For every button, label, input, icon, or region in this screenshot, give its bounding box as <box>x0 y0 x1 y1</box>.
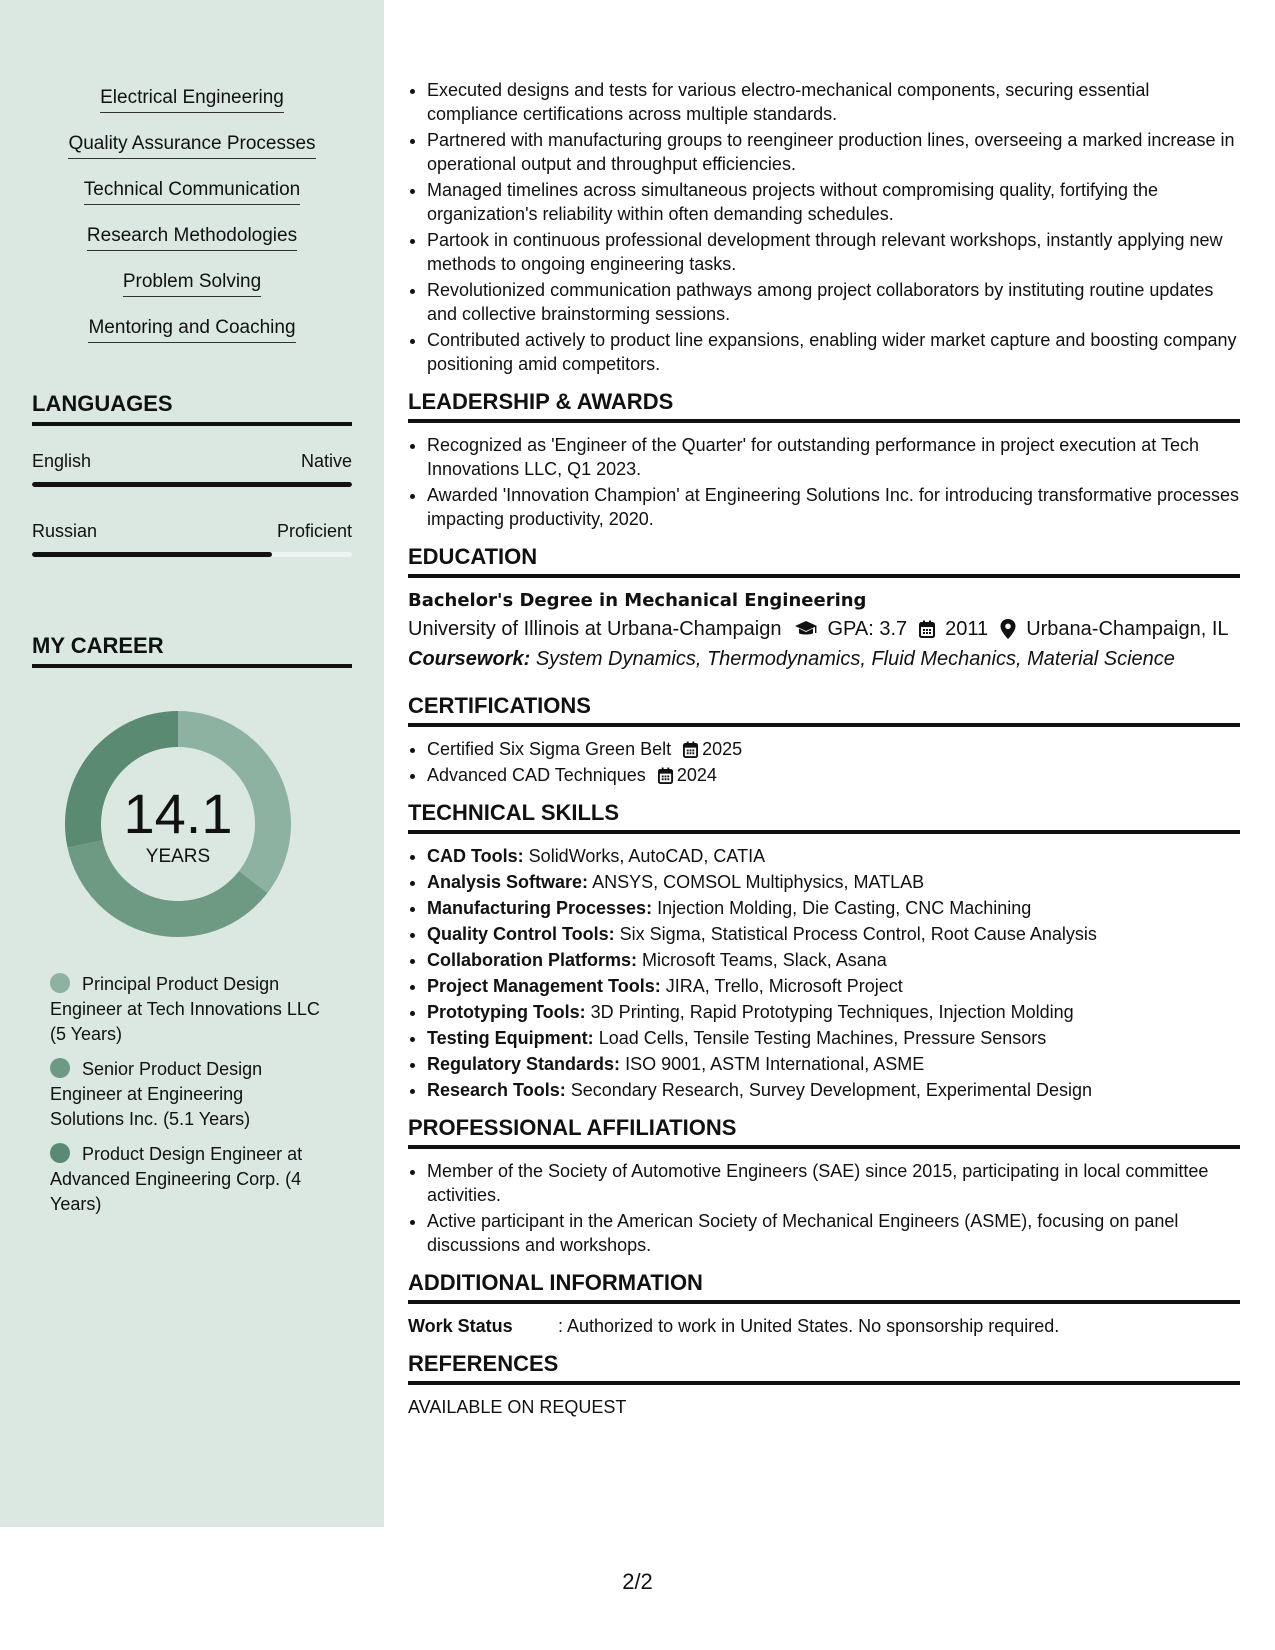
skill-category: Quality Control Tools: <box>427 924 615 944</box>
education-location: Urbana-Champaign, IL <box>1026 618 1229 640</box>
affiliation-item: • Active participant in the American Society of Mechanical Engineers (ASME), focusing on panel discussions and workshops. <box>427 1209 1240 1257</box>
technical-skills-heading: TECHNICAL SKILLS <box>408 799 1240 834</box>
work-status-value: : Authorized to work in United States. No sponsorship required. <box>558 1316 1060 1336</box>
technical-skill-item <box>427 948 1240 972</box>
education-year: 2011 <box>945 618 989 640</box>
education-degree: Bachelor's Degree in Mechanical Engineering <box>408 590 867 611</box>
technical-skill-item <box>427 896 1240 920</box>
skill-category: Research Tools: <box>427 1080 566 1100</box>
certifications-list <box>408 737 1240 787</box>
career-role <box>50 1057 320 1132</box>
technical-skill-item <box>427 1052 1240 1076</box>
language-row <box>32 520 352 542</box>
certification-name: • Advanced CAD Techniques <box>427 765 646 785</box>
skill-item: Problem Solving <box>123 270 261 297</box>
coursework-label: Coursework: <box>408 648 531 670</box>
language-name: Russian <box>32 521 98 541</box>
role-color-dot <box>50 1058 70 1078</box>
skill-values: 3D Printing, Rapid Prototyping Techniques, Injection Molding <box>590 1002 1074 1022</box>
technical-skill-item <box>427 1000 1240 1024</box>
affiliations-heading: PROFESSIONAL AFFILIATIONS <box>408 1114 1240 1149</box>
education-school: University of Illinois at Urbana-Champaign <box>408 618 782 640</box>
role-color-dot <box>50 1143 70 1163</box>
skill-category: Analysis Software: <box>427 872 589 892</box>
technical-skill-item <box>427 974 1240 998</box>
career-heading: MY CAREER <box>32 632 352 668</box>
technical-skill-item <box>427 870 1240 894</box>
skill-category: Regulatory Standards: <box>427 1054 621 1074</box>
references-value: AVAILABLE ON REQUEST <box>408 1397 627 1417</box>
skill-category: Project Management Tools: <box>427 976 661 996</box>
calendar-icon <box>658 767 673 784</box>
language-level-fill <box>32 552 272 557</box>
role-label: Product Design Engineer at Advanced Engineering Corp. (4 Years) <box>50 1144 303 1214</box>
leadership-heading: LEADERSHIP & AWARDS <box>408 388 1240 423</box>
education-gpa: GPA: 3.7 <box>827 618 908 640</box>
technical-skill-item <box>427 922 1240 946</box>
certification-item <box>427 737 1240 761</box>
language-level: Proficient <box>276 521 352 541</box>
skill-values: JIRA, Trello, Microsoft Project <box>665 976 903 996</box>
skill-values: Six Sigma, Statistical Process Control, Root Cause Analysis <box>619 924 1097 944</box>
role-label: Senior Product Design Engineer at Engineering Solutions Inc. (5.1 Years) <box>50 1059 263 1129</box>
skill-item: Mentoring and Coaching <box>88 316 295 343</box>
main-content <box>408 78 1240 1419</box>
certification-name: • Certified Six Sigma Green Belt <box>427 739 672 759</box>
language-level-bar <box>32 552 352 557</box>
calendar-icon <box>919 620 935 638</box>
career-summary <box>62 708 294 940</box>
language-level-bar <box>32 482 352 487</box>
education-heading: EDUCATION <box>408 543 1240 578</box>
experience-bullet: • Managed timelines across simultaneous projects without compromising quality, fortifying the organization's reliability within often demanding schedules. <box>427 178 1240 226</box>
career-role <box>50 972 320 1047</box>
leadership-list <box>408 433 1240 531</box>
technical-skill-item <box>427 1026 1240 1050</box>
leadership-item: • Recognized as 'Engineer of the Quarter' for outstanding performance in project execution at Tech Innovations LLC, Q1 2023. <box>427 433 1240 481</box>
work-status-row <box>408 1314 1240 1338</box>
skill-item: Technical Communication <box>84 178 301 205</box>
skill-values: ANSYS, COMSOL Multiphysics, MATLAB <box>592 872 925 892</box>
language-name: English <box>32 451 92 471</box>
skill-item: Research Methodologies <box>87 224 297 251</box>
location-pin-icon <box>1000 619 1016 639</box>
experience-bullet: • Contributed actively to product line expansions, enabling wider market capture and boosting company positioning amid competitors. <box>427 328 1240 376</box>
skill-category: Manufacturing Processes: <box>427 898 653 918</box>
career-total-years: 14.1 <box>123 782 233 845</box>
skill-values: Secondary Research, Survey Development, Experimental Design <box>570 1080 1092 1100</box>
graduation-cap-icon <box>794 620 818 638</box>
technical-skill-item <box>427 844 1240 868</box>
certifications-heading: CERTIFICATIONS <box>408 692 1240 727</box>
role-label: Principal Product Design Engineer at Tech Innovations LLC (5 Years) <box>50 974 320 1044</box>
sidebar <box>0 0 384 1527</box>
certification-item <box>427 763 1240 787</box>
experience-bullet: • Partook in continuous professional development through relevant workshops, instantly applying new methods to ongoing engineering tasks. <box>427 228 1240 276</box>
skill-values: Microsoft Teams, Slack, Asana <box>642 950 887 970</box>
affiliations-list <box>408 1159 1240 1257</box>
language-level: Native <box>300 451 352 471</box>
technical-skills-list <box>408 844 1240 1102</box>
role-color-dot <box>50 973 70 993</box>
leadership-item: • Awarded 'Innovation Champion' at Engineering Solutions Inc. for introducing transformative processes impacting productivity, 2020. <box>427 483 1240 531</box>
skill-category: Prototyping Tools: <box>427 1002 586 1022</box>
career-years-label: YEARS <box>145 846 211 867</box>
experience-bullets <box>408 78 1240 376</box>
education-coursework <box>408 644 1240 674</box>
skill-values: Injection Molding, Die Casting, CNC Machining <box>657 898 1032 918</box>
skill-values: SolidWorks, AutoCAD, CATIA <box>528 846 766 866</box>
skill-item: Quality Assurance Processes <box>68 132 315 159</box>
skill-item: Electrical Engineering <box>100 86 284 113</box>
page-number: 2/2 <box>622 1569 653 1594</box>
skill-category: Testing Equipment: <box>427 1028 594 1048</box>
calendar-icon <box>683 741 698 758</box>
skill-values: Load Cells, Tensile Testing Machines, Pressure Sensors <box>598 1028 1047 1048</box>
technical-skill-item <box>427 1078 1240 1102</box>
language-row <box>32 450 352 472</box>
coursework-list: System Dynamics, Thermodynamics, Fluid Mechanics, Material Science <box>535 648 1175 670</box>
work-status-label: Work Status <box>408 1316 513 1336</box>
skill-values: ISO 9001, ASTM International, ASME <box>625 1054 925 1074</box>
skills-list <box>0 86 384 362</box>
certification-year: 2025 <box>702 739 743 759</box>
skill-category: Collaboration Platforms: <box>427 950 638 970</box>
languages-heading: LANGUAGES <box>32 390 352 426</box>
affiliation-item: • Member of the Society of Automotive Engineers (SAE) since 2015, participating in local committee activities. <box>427 1159 1240 1207</box>
certification-year: 2024 <box>676 765 717 785</box>
career-roles <box>50 972 320 1227</box>
language-level-fill <box>32 482 352 487</box>
skill-category: CAD Tools: <box>427 846 524 866</box>
experience-bullet: • Partnered with manufacturing groups to reengineer production lines, overseeing a marked increase in operational output and throughput efficiencies. <box>427 128 1240 176</box>
additional-info-heading: ADDITIONAL INFORMATION <box>408 1269 1240 1304</box>
career-role <box>50 1142 320 1217</box>
references-heading: REFERENCES <box>408 1350 1240 1385</box>
experience-bullet: • Executed designs and tests for various electro-mechanical components, securing essential compliance certifications across multiple standards. <box>427 78 1240 126</box>
experience-bullet: • Revolutionized communication pathways among project collaborators by instituting routine updates and collective brainstorming sessions. <box>427 278 1240 326</box>
education-details <box>408 614 1240 644</box>
